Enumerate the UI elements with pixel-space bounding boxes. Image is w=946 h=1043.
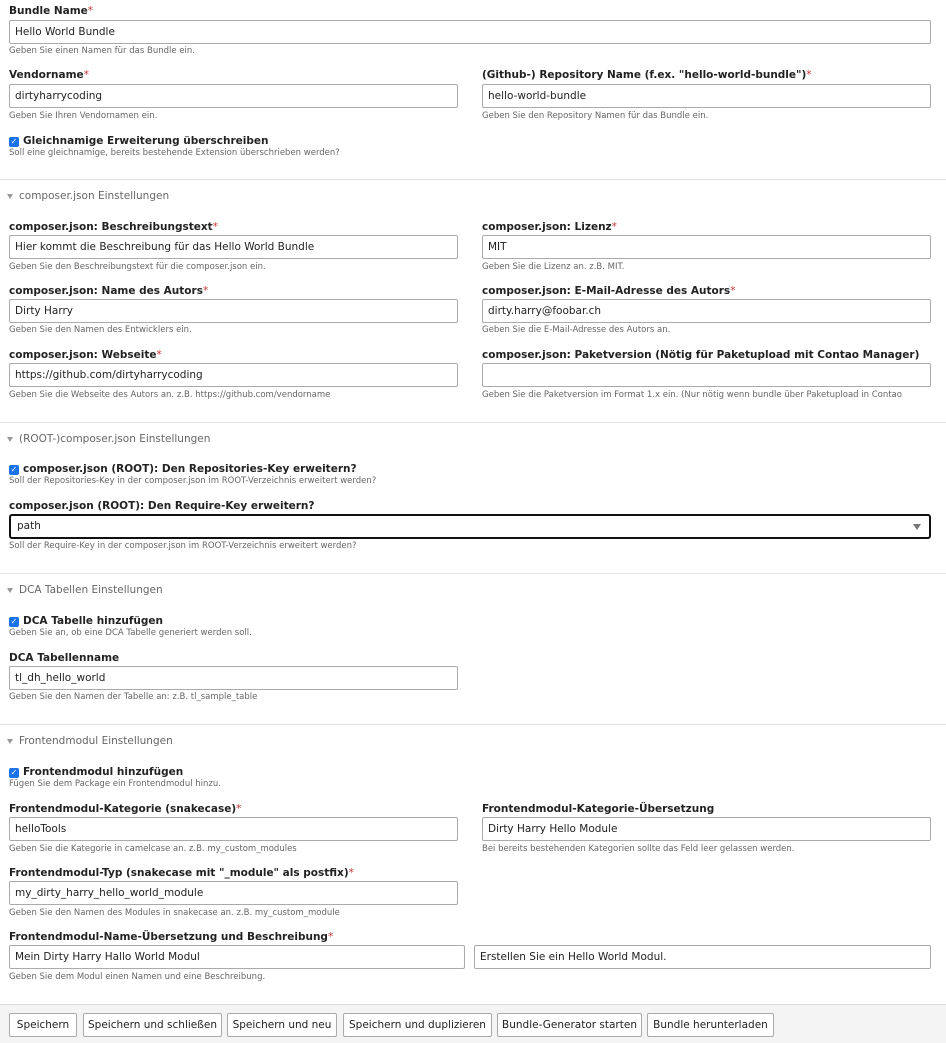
- table-name-hint: Geben Sie den Namen der Tabelle an: z.B. tl_sample_table: [9, 692, 258, 702]
- repos-key-label: composer.json (ROOT): Den Repositories-Key erweitern?: [23, 463, 357, 475]
- root-legend[interactable]: (ROOT-)composer.json Einstellungen: [7, 433, 210, 445]
- name-translation-hint: Geben Sie dem Modul einen Namen und eine Beschreibung.: [9, 972, 266, 982]
- version-input[interactable]: [482, 363, 931, 387]
- section-divider: [0, 573, 946, 574]
- require-key-hint: Soll der Require-Key in der composer.json im ROOT-Verzeichnis erweitert werden?: [9, 541, 357, 551]
- collapse-triangle-icon: [7, 194, 13, 199]
- license-label: composer.json: Lizenz*: [482, 221, 617, 233]
- module-description-input[interactable]: Erstellen Sie ein Hello World Modul.: [474, 945, 931, 969]
- category-input[interactable]: helloTools: [9, 817, 458, 841]
- author-email-input[interactable]: dirty.harry@foobar.ch: [482, 299, 931, 323]
- add-table-checkbox[interactable]: ✓: [10, 617, 18, 626]
- module-type-label: Frontendmodul-Typ (snakecase mit "_module" als postfix)*: [9, 867, 354, 879]
- category-translation-label: Frontendmodul-Kategorie-Übersetzung: [482, 803, 715, 815]
- description-label: composer.json: Beschreibungstext*: [9, 221, 218, 233]
- author-email-hint: Geben Sie die E-Mail-Adresse des Autors an.: [482, 325, 671, 335]
- bundle-name-hint: Geben Sie einen Namen für das Bundle ein.: [9, 46, 195, 56]
- description-hint: Geben Sie den Beschreibungstext für die composer.json ein.: [9, 262, 266, 272]
- section-divider: [0, 422, 946, 423]
- start-generator-button[interactable]: Bundle-Generator starten: [497, 1013, 642, 1037]
- author-name-label: composer.json: Name des Autors*: [9, 285, 209, 297]
- save-new-button[interactable]: Speichern und neu: [227, 1013, 337, 1037]
- require-key-value: path: [17, 520, 41, 532]
- category-label: Frontendmodul-Kategorie (snakecase)*: [9, 803, 242, 815]
- composer-legend[interactable]: composer.json Einstellungen: [7, 190, 169, 202]
- add-module-checkbox[interactable]: ✓: [10, 768, 18, 777]
- table-name-input[interactable]: tl_dh_hello_world: [9, 666, 458, 690]
- vendorname-input[interactable]: dirtyharrycoding: [9, 84, 458, 108]
- collapse-triangle-icon: [7, 437, 13, 442]
- collapse-triangle-icon: [7, 739, 13, 744]
- category-translation-hint: Bei bereits bestehenden Kategorien sollte das Feld leer gelassen werden.: [482, 844, 795, 854]
- dca-legend[interactable]: DCA Tabellen Einstellungen: [7, 584, 163, 596]
- category-translation-input[interactable]: Dirty Harry Hello Module: [482, 817, 931, 841]
- section-divider: [0, 724, 946, 725]
- repo-name-label: (Github-) Repository Name (f.ex. "hello-world-bundle")*: [482, 69, 812, 81]
- license-input[interactable]: MIT: [482, 235, 931, 259]
- name-translation-label: Frontendmodul-Name-Übersetzung und Beschreibung*: [9, 931, 334, 943]
- save-duplicate-button[interactable]: Speichern und duplizieren: [343, 1013, 492, 1037]
- overwrite-hint: Soll eine gleichnamige, bereits bestehende Extension überschrieben werden?: [9, 148, 340, 158]
- module-type-input[interactable]: my_dirty_harry_hello_world_module: [9, 881, 458, 905]
- add-table-label: DCA Tabelle hinzufügen: [23, 615, 164, 627]
- require-key-label: composer.json (ROOT): Den Require-Key erweitern?: [9, 500, 315, 512]
- author-name-hint: Geben Sie den Namen des Entwicklers ein.: [9, 325, 192, 335]
- bundle-name-input[interactable]: Hello World Bundle: [9, 20, 931, 44]
- repo-name-hint: Geben Sie den Repository Namen für das Bundle ein.: [482, 111, 709, 121]
- add-module-label: Frontendmodul hinzufügen: [23, 766, 184, 778]
- category-hint: Geben Sie die Kategorie in camelcase an. z.B. my_custom_modules: [9, 844, 297, 854]
- repo-name-input[interactable]: hello-world-bundle: [482, 84, 931, 108]
- overwrite-label: Gleichnamige Erweiterung überschreiben: [23, 135, 269, 147]
- add-module-hint: Fügen Sie dem Package ein Frontendmodul hinzu.: [9, 779, 221, 789]
- repos-key-checkbox[interactable]: ✓: [10, 465, 18, 474]
- download-bundle-button[interactable]: Bundle herunterladen: [647, 1013, 774, 1037]
- website-hint: Geben Sie die Webseite des Autors an. z.B. https://github.com/vendorname: [9, 390, 331, 400]
- version-hint: Geben Sie die Paketversion im Format 1.x ein. (Nur nötig wenn bundle über Paketupload in Contao: [482, 390, 902, 400]
- repos-key-hint: Soll der Repositories-Key in der composer.json im ROOT-Verzeichnis erweitert werden?: [9, 476, 377, 486]
- section-divider: [0, 179, 946, 180]
- collapse-triangle-icon: [7, 588, 13, 593]
- website-input[interactable]: https://github.com/dirtyharrycoding: [9, 363, 458, 387]
- license-hint: Geben Sie die Lizenz an. z.B. MIT.: [482, 262, 625, 272]
- save-close-button[interactable]: Speichern und schließen: [83, 1013, 222, 1037]
- bundle-name-label: Bundle Name*: [9, 5, 94, 17]
- chevron-down-icon: [913, 524, 921, 530]
- frontend-legend[interactable]: Frontendmodul Einstellungen: [7, 735, 173, 747]
- overwrite-checkbox[interactable]: ✓: [10, 137, 18, 146]
- module-name-input[interactable]: Mein Dirty Harry Hallo World Modul: [9, 945, 465, 969]
- website-label: composer.json: Webseite*: [9, 349, 162, 361]
- version-label: composer.json: Paketversion (Nötig für Paketupload mit Contao Manager): [482, 349, 920, 361]
- vendorname-hint: Geben Sie Ihren Vendornamen ein.: [9, 111, 158, 121]
- author-name-input[interactable]: Dirty Harry: [9, 299, 458, 323]
- author-email-label: composer.json: E-Mail-Adresse des Autors*: [482, 285, 736, 297]
- add-table-hint: Geben Sie an, ob eine DCA Tabelle generiert werden soll.: [9, 628, 252, 638]
- require-key-select[interactable]: [9, 514, 931, 539]
- vendorname-label: Vendorname*: [9, 69, 89, 81]
- save-button[interactable]: Speichern: [9, 1013, 77, 1037]
- table-name-label: DCA Tabellenname: [9, 652, 120, 664]
- module-type-hint: Geben Sie den Namen des Modules in snakecase an. z.B. my_custom_module: [9, 908, 340, 918]
- description-input[interactable]: Hier kommt die Beschreibung für das Hello World Bundle: [9, 235, 458, 259]
